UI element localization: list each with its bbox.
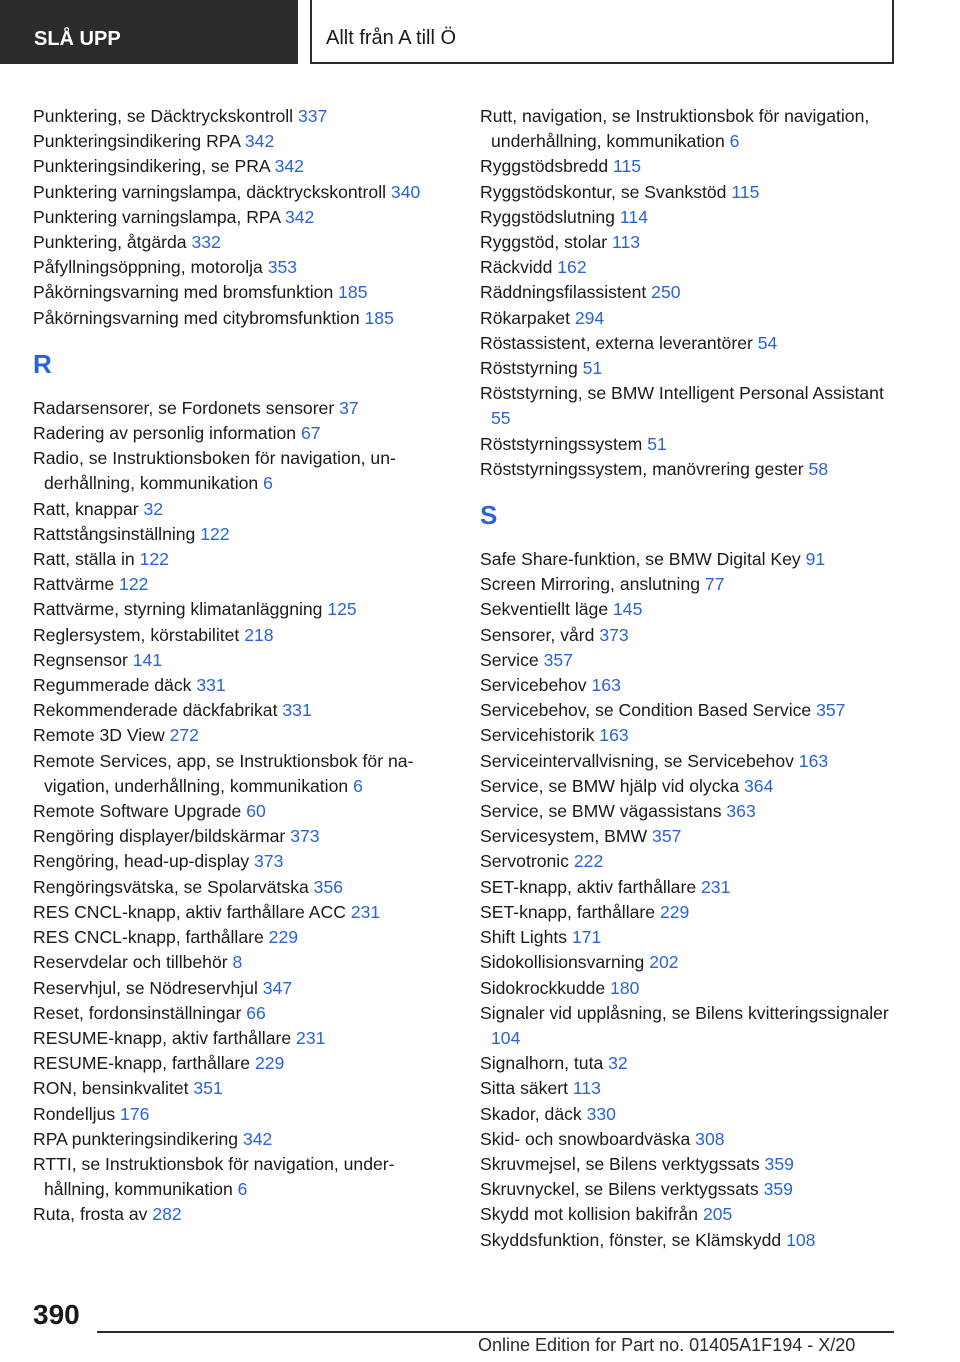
index-entry-term: Påkörningsvarning med citybromsfunktion xyxy=(33,307,365,328)
index-entry-page-link[interactable]: 6 xyxy=(263,473,273,494)
index-entry-page-link[interactable]: 351 xyxy=(193,1078,223,1099)
index-entry xyxy=(480,723,900,748)
index-entry-term: Reservdelar och tillbehör xyxy=(33,952,233,973)
footer-edition: Online Edition for Part no. 01405A1F194 - X/20 xyxy=(478,1335,856,1355)
index-entry xyxy=(480,1177,900,1202)
index-entry-page-link[interactable]: 231 xyxy=(350,901,381,922)
index-entry-term: Radering av personlig information xyxy=(33,423,301,444)
index-entry-page-link[interactable]: 229 xyxy=(659,901,690,922)
index-entry-page-link[interactable]: 163 xyxy=(798,750,829,771)
index-entry-page-link[interactable]: 185 xyxy=(364,307,394,328)
index-entry-term: Remote 3D View xyxy=(33,725,170,746)
index-entry xyxy=(480,1102,900,1127)
index-entry-term: Servicebehov xyxy=(480,675,592,696)
index-entry-term: Safe Share-funktion, se BMW Digital Key xyxy=(480,549,806,570)
index-entry xyxy=(480,1228,900,1253)
index-entry-term: Servicesystem, BMW xyxy=(480,826,653,847)
index-entry-term: Service, se BMW hjälp vid olycka xyxy=(480,775,744,796)
index-entry-term: RES CNCL-knapp, farthållare xyxy=(33,927,269,948)
index-entry xyxy=(33,1001,453,1026)
index-entry xyxy=(33,154,453,179)
index-entry-term: SET-knapp, farthållare xyxy=(480,901,660,922)
index-entry xyxy=(33,1026,453,1051)
index-entry-page-link[interactable]: 163 xyxy=(591,675,621,696)
index-entry xyxy=(33,572,453,597)
index-entry xyxy=(33,623,453,648)
index-entry xyxy=(33,497,453,522)
index-entry xyxy=(480,306,900,331)
index-entry xyxy=(33,698,453,723)
index-entry-term: RPA punkteringsindikering xyxy=(33,1128,243,1149)
index-entry xyxy=(480,875,900,900)
index-entry xyxy=(33,824,453,849)
index-entry xyxy=(33,849,453,874)
index-entry xyxy=(33,1152,453,1202)
index-entry-term: Punktering varningslampa, RPA xyxy=(33,206,285,227)
index-letter-heading: S xyxy=(480,500,498,531)
index-entry-term: Punkteringsindikering RPA xyxy=(33,131,245,152)
index-entry-term: Rondelljus xyxy=(33,1103,121,1124)
index-entry-term: Skruvnyckel, se Bilens verktygssats xyxy=(480,1179,764,1200)
index-entry-term: Skruvmejsel, se Bilens verktygssats xyxy=(480,1153,765,1174)
index-entry xyxy=(33,205,453,230)
index-entry-page-link[interactable]: 67 xyxy=(300,423,321,444)
index-entry-page-link[interactable]: 122 xyxy=(119,574,149,595)
index-entry xyxy=(33,749,453,799)
index-entry xyxy=(480,1152,900,1177)
index-entry xyxy=(33,673,453,698)
index-entry-term: Regummerade däck xyxy=(33,675,197,696)
index-entry xyxy=(480,331,900,356)
index-entry-term: Service xyxy=(480,649,544,670)
index-entry-term: Rattvärme, styrning klimatanläggning xyxy=(33,599,328,620)
index-entry-page-link[interactable]: 122 xyxy=(200,523,230,544)
index-entry-term: Serviceintervallvisning, se Servicebehov xyxy=(480,750,799,771)
index-entry xyxy=(33,180,453,205)
index-entry xyxy=(33,1202,453,1227)
index-entry-page-link[interactable]: 58 xyxy=(808,458,829,479)
index-entry xyxy=(33,306,453,331)
index-entry-term: Sitta säkert xyxy=(480,1078,573,1099)
index-entry-term: Ryggstödsbredd xyxy=(480,156,614,177)
index-entry xyxy=(480,1076,900,1101)
index-entry-page-link[interactable]: 357 xyxy=(816,700,846,721)
index-entry xyxy=(480,648,900,673)
index-entry xyxy=(480,154,900,179)
index-entry-term: Ryggstöd, stolar xyxy=(480,232,613,253)
index-entry xyxy=(480,950,900,975)
index-entry-page-link[interactable]: 332 xyxy=(191,232,221,253)
index-entry-page-link[interactable]: 37 xyxy=(339,397,359,418)
index-entry-term: Påfyllningsöppning, motorolja xyxy=(33,257,268,278)
index-entry-term: Service, se BMW vägassistans xyxy=(480,801,727,822)
index-entry-term: RTTI, se Instruktionsbok för navigation, underhållning, kommunikation xyxy=(33,1153,395,1200)
index-entry-term: RESUME-knapp, aktiv farthållare xyxy=(33,1027,297,1048)
index-entry-term: Röststyrning, se BMW Intelligent Personal Assistant xyxy=(480,383,884,404)
index-entry xyxy=(33,648,453,673)
index-entry-term: Röststyrningssystem xyxy=(480,433,648,454)
index-entry xyxy=(33,446,453,496)
index-entry xyxy=(33,723,453,748)
index-entry-term: Punktering varningslampa, däcktryckskontroll xyxy=(33,181,391,202)
index-entry-page-link[interactable]: 54 xyxy=(757,332,778,353)
index-entry xyxy=(480,280,900,305)
page-title xyxy=(310,0,894,64)
index-entry xyxy=(33,925,453,950)
index-entry-page-link[interactable]: 218 xyxy=(244,624,274,645)
index-entry-page-link[interactable]: 77 xyxy=(704,574,725,595)
index-entry-page-link[interactable]: 171 xyxy=(571,927,602,948)
index-entry xyxy=(480,180,900,205)
index-entry-page-link[interactable]: 51 xyxy=(647,433,667,454)
index-entry xyxy=(480,572,900,597)
index-entry-page-link[interactable]: 229 xyxy=(254,1053,285,1074)
index-entry-term: Rengöring, head-up-display xyxy=(33,851,255,872)
index-entry-page-link[interactable]: 359 xyxy=(763,1179,793,1200)
index-entry xyxy=(480,799,900,824)
index-entry-page-link[interactable]: 32 xyxy=(608,1053,628,1074)
index-entry-page-link[interactable]: 250 xyxy=(651,282,681,303)
index-entry xyxy=(480,205,900,230)
index-entry-term: Skador, däck xyxy=(480,1103,587,1124)
index-entry-page-link[interactable]: 162 xyxy=(557,257,587,278)
index-entry-page-link[interactable]: 66 xyxy=(246,1002,266,1023)
index-entry xyxy=(33,129,453,154)
index-entry-term: Ryggstödskontur, se Svankstöd xyxy=(480,181,732,202)
index-entry-term: Reset, fordonsinställningar xyxy=(33,1002,247,1023)
index-entry-term: Röstassistent, externa leverantörer xyxy=(480,332,758,353)
index-entry xyxy=(480,104,900,154)
index-entry-page-link[interactable]: 108 xyxy=(786,1229,816,1250)
index-entry xyxy=(33,950,453,975)
index-entry-page-link[interactable]: 342 xyxy=(242,1128,273,1149)
index-entry-page-link[interactable]: 141 xyxy=(132,649,163,670)
index-entry xyxy=(480,457,900,482)
index-entry-page-link[interactable]: 125 xyxy=(327,599,357,620)
index-entry-page-link[interactable]: 356 xyxy=(313,876,344,897)
index-entry xyxy=(480,547,900,572)
index-entry-term: Rekommenderade däckfabrikat xyxy=(33,700,283,721)
index-entry-page-link[interactable]: 6 xyxy=(237,1179,248,1200)
index-entry xyxy=(480,698,900,723)
index-entry-term: Räckvidd xyxy=(480,257,558,278)
index-entry-term: RESUME-knapp, farthållare xyxy=(33,1053,255,1074)
index-entry-term: Sensorer, vård xyxy=(480,624,600,645)
index-entry xyxy=(480,1127,900,1152)
index-entry-page-link[interactable]: 6 xyxy=(353,775,363,796)
index-entry-term: Rattvärme xyxy=(33,574,120,595)
index-entry-term: Radio, se Instruktionsboken för navigation, underhållning, kommunikation xyxy=(33,448,396,494)
index-entry-term: Punktering, se Däcktryckskontroll xyxy=(33,106,298,126)
index-entry-term: Regnsensor xyxy=(33,649,133,670)
section-label: SLÅ UPP xyxy=(34,28,121,50)
index-entry-page-link[interactable]: 205 xyxy=(702,1204,733,1225)
index-entry-term: Röststyrning xyxy=(480,358,583,379)
index-entry-term: Rökarpaket xyxy=(480,307,575,328)
index-entry-page-link[interactable]: 347 xyxy=(262,977,293,998)
index-entry-page-link[interactable]: 364 xyxy=(744,775,774,796)
index-entry-page-link[interactable]: 231 xyxy=(701,876,731,897)
index-entry xyxy=(480,849,900,874)
index-entry-page-link[interactable]: 282 xyxy=(152,1204,182,1225)
index-entry-page-link[interactable]: 115 xyxy=(613,156,642,177)
index-entry-page-link[interactable]: 222 xyxy=(573,851,604,872)
index-entry xyxy=(480,824,900,849)
index-entry-page-link[interactable]: 359 xyxy=(764,1153,794,1174)
index-entry xyxy=(33,522,453,547)
index-entry-term: Ruta, frosta av xyxy=(33,1204,153,1225)
index-entry-page-link[interactable]: 373 xyxy=(290,826,320,847)
index-column-right xyxy=(480,104,900,1253)
index-entry xyxy=(480,749,900,774)
index-column-left xyxy=(33,104,453,1228)
index-entry-term: Servicehistorik xyxy=(480,725,600,746)
index-entry-term: Punktering, åtgärda xyxy=(33,232,192,253)
index-entry-page-link[interactable]: 353 xyxy=(267,257,298,278)
index-entry-term: Signalhorn, tuta xyxy=(480,1053,609,1074)
index-entry-term: Ryggstödslutning xyxy=(480,206,620,227)
index-entry-page-link[interactable]: 122 xyxy=(139,549,169,570)
index-entry-term: Rengöringsvätska, se Spolarvätska xyxy=(33,876,314,897)
index-entry-term: Sekventiellt läge xyxy=(480,599,614,620)
index-entry xyxy=(480,381,900,431)
index-entry-term: Screen Mirroring, anslutning xyxy=(480,574,705,595)
index-entry-term: Skid- och snowboardväska xyxy=(480,1128,696,1149)
index-entry xyxy=(480,356,900,381)
index-entry xyxy=(33,1076,453,1101)
index-entry-page-link[interactable]: 60 xyxy=(246,801,266,822)
index-entry-page-link[interactable]: 340 xyxy=(390,181,421,202)
index-entry-term: Skydd mot kollision bakifrån xyxy=(480,1204,703,1225)
index-entry-term: SET-knapp, aktiv farthållare xyxy=(480,876,702,897)
index-entry-page-link[interactable]: 185 xyxy=(338,282,368,303)
index-entry xyxy=(480,1051,900,1076)
index-entry-page-link[interactable]: 113 xyxy=(572,1078,601,1099)
footer-divider xyxy=(97,1331,894,1333)
index-entry-page-link[interactable]: 51 xyxy=(582,358,603,379)
index-entry-page-link[interactable]: 113 xyxy=(612,232,641,253)
index-entry xyxy=(33,1051,453,1076)
index-entry-page-link[interactable]: 145 xyxy=(613,599,643,620)
index-entry xyxy=(480,623,900,648)
index-entry-term: Sidokrockkudde xyxy=(480,977,611,998)
index-entry-page-link[interactable]: 294 xyxy=(574,307,605,328)
index-entry-term: RES CNCL-knapp, aktiv farthållare ACC xyxy=(33,901,351,922)
index-entry-term: Servotronic xyxy=(480,851,574,872)
index-letter-heading: R xyxy=(33,348,52,379)
index-entry xyxy=(480,597,900,622)
index-entry xyxy=(480,1202,900,1227)
index-entry xyxy=(33,230,453,255)
index-entry-page-link[interactable]: 342 xyxy=(244,131,275,152)
index-entry-page-link[interactable]: 104 xyxy=(491,1027,521,1048)
index-entry-page-link[interactable]: 373 xyxy=(599,624,629,645)
index-entry-term: Servicebehov, se Condition Based Service xyxy=(480,700,817,721)
index-entry xyxy=(33,1127,453,1152)
index-entry-term: Radarsensorer, se Fordonets sensorer xyxy=(33,397,340,418)
index-entry-page-link[interactable]: 342 xyxy=(284,206,315,227)
index-entry xyxy=(480,255,900,280)
index-entry-page-link[interactable]: 91 xyxy=(805,549,826,570)
index-entry xyxy=(33,396,453,421)
index-entry xyxy=(480,1001,900,1051)
index-entry xyxy=(33,976,453,1001)
index-entry-term: Röststyrningssystem, manövrering gester xyxy=(480,458,809,479)
index-entry-page-link[interactable]: 163 xyxy=(599,725,629,746)
index-entry-term: Signaler vid upplåsning, se Bilens kvitteringssignaler xyxy=(480,1002,889,1023)
index-entry-page-link[interactable]: 363 xyxy=(726,801,756,822)
index-entry-term: Påkörningsvarning med bromsfunktion xyxy=(33,282,339,303)
index-entry-term: Reservhjul, se Nödreservhjul xyxy=(33,977,263,998)
index-entry-page-link[interactable]: 202 xyxy=(649,952,679,973)
index-entry-term: Shift Lights xyxy=(480,927,572,948)
index-entry xyxy=(33,900,453,925)
index-entry-term: Ratt, knappar xyxy=(33,498,144,519)
page-title-text: Allt från A till Ö xyxy=(326,27,457,49)
index-entry-page-link[interactable]: 272 xyxy=(169,725,199,746)
index-entry-term: Sidokollisionsvarning xyxy=(480,952,650,973)
index-entry-page-link[interactable]: 342 xyxy=(274,156,304,177)
index-entry-page-link[interactable]: 229 xyxy=(268,927,299,948)
index-entry-term: Räddningsfilassistent xyxy=(480,282,652,303)
index-entry xyxy=(33,547,453,572)
index-entry-page-link[interactable]: 6 xyxy=(729,131,740,152)
index-entry-term: Reglersystem, körstabilitet xyxy=(33,624,245,645)
index-entry-page-link[interactable]: 55 xyxy=(491,408,511,429)
index-entry xyxy=(480,976,900,1001)
index-entry xyxy=(33,421,453,446)
index-entry xyxy=(480,774,900,799)
index-entry-page-link[interactable]: 32 xyxy=(143,498,164,519)
index-entry xyxy=(33,255,453,280)
index-entry-term: RON, bensinkvalitet xyxy=(33,1078,194,1099)
index-entry xyxy=(33,104,453,129)
index-entry xyxy=(33,1102,453,1127)
index-entry-term: Skyddsfunktion, fönster, se Klämskydd xyxy=(480,1229,787,1250)
index-entry xyxy=(33,875,453,900)
index-entry xyxy=(480,230,900,255)
index-entry-page-link[interactable]: 180 xyxy=(610,977,640,998)
section-tab xyxy=(0,0,298,64)
index-entry-page-link[interactable]: 231 xyxy=(296,1027,326,1048)
index-entry xyxy=(480,673,900,698)
index-entry-page-link[interactable]: 331 xyxy=(196,675,226,696)
index-entry-page-link[interactable]: 8 xyxy=(232,952,243,973)
index-entry-page-link[interactable]: 114 xyxy=(619,206,648,227)
index-entry-page-link[interactable]: 176 xyxy=(120,1103,150,1124)
index-entry-term: Rattstångsinställning xyxy=(33,523,201,544)
index-entry-term: Punkteringsindikering, se PRA xyxy=(33,156,275,177)
index-entry-page-link[interactable]: 115 xyxy=(731,181,760,202)
index-entry-page-link[interactable]: 357 xyxy=(543,649,573,670)
index-entry-term: Remote Services, app, se Instruktionsbok för navigation, underhållning, kommunikation xyxy=(33,750,414,796)
index-entry xyxy=(480,925,900,950)
index-entry-page-link[interactable]: 331 xyxy=(282,700,312,721)
index-entry-term: Rutt, navigation, se Instruktionsbok för navigation, underhållning, kommunikation xyxy=(480,106,870,152)
index-entry-page-link[interactable]: 357 xyxy=(652,826,682,847)
index-entry-page-link[interactable]: 330 xyxy=(586,1103,616,1124)
page-number: 390 xyxy=(33,1299,80,1330)
index-entry-term: Ratt, ställa in xyxy=(33,549,140,570)
index-entry xyxy=(480,432,900,457)
index-entry xyxy=(33,597,453,622)
index-entry xyxy=(480,900,900,925)
index-entry-term: Remote Software Upgrade xyxy=(33,801,247,822)
index-entry-term: Rengöring displayer/bildskärmar xyxy=(33,826,291,847)
index-entry xyxy=(33,280,453,305)
index-entry xyxy=(33,799,453,824)
index-entry-page-link[interactable]: 308 xyxy=(695,1128,725,1149)
index-entry-page-link[interactable]: 373 xyxy=(254,851,284,872)
index-entry-page-link[interactable]: 337 xyxy=(297,106,328,126)
